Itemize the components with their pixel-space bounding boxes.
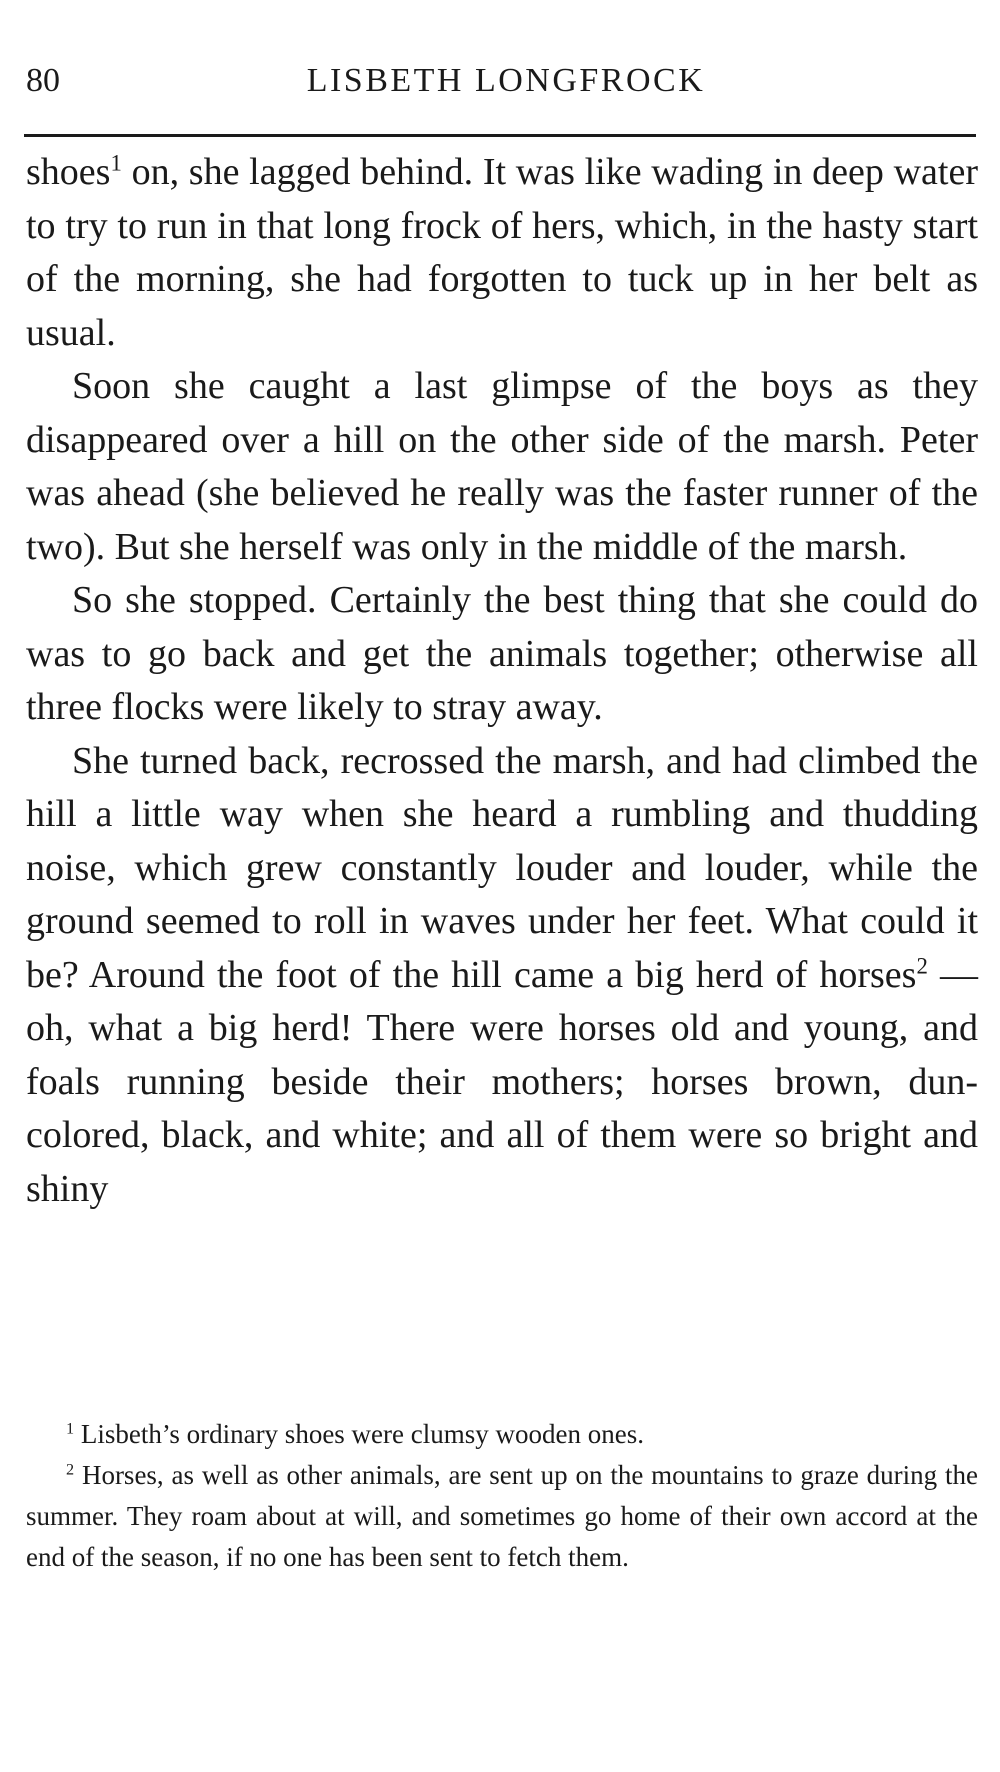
paragraph-1-rest: on, she lagged behind. It was like wading in deep water to try to run in that long frock of hers, which, in the hasty start of the morning, she had forgotten to tuck up in her belt as usual. — [26, 151, 978, 354]
body-text — [26, 146, 978, 1216]
footnote-mark-1: 1 — [110, 150, 122, 176]
page-number: 80 — [26, 62, 60, 99]
footnote-2 — [26, 1455, 978, 1578]
footnote-mark-2: 2 — [916, 952, 928, 978]
paragraph-2: Soon she caught a last glimpse of the boys as they disappeared over a hill on the other side of the marsh. Peter was ahead (she believed he really was the faster runner of the two). But she herself was only in the middle of the marsh. — [26, 365, 978, 568]
paragraph-4 — [26, 735, 978, 1217]
footnote-1 — [26, 1414, 978, 1455]
footnote-1-text: Lisbeth’s ordinary shoes were clumsy wooden ones. — [74, 1419, 644, 1449]
footnote-2-text: Horses, as well as other animals, are sent up on the mountains to graze during the summer. They roam about at will, and sometimes go home of their own accord at the end of the season, if no one has been sent to fetch them. — [26, 1460, 978, 1572]
paragraph-1 — [26, 146, 978, 360]
page-header — [26, 62, 976, 108]
footnote-1-mark: 1 — [66, 1419, 75, 1438]
paragraph-1-start: shoes — [26, 151, 111, 193]
paragraph-4-rest: — oh, what a big herd! There were horses old and young, and foals running beside their mothers; horses brown, dun-colored, black, and white; and all of them were so bright and shiny — [26, 953, 978, 1210]
paragraph-4-start: She turned back, recrossed the marsh, and had climbed the hill a little way when she heard a rumbling and thudding noise, which grew constantly louder and louder, while the ground seemed to roll in waves under her feet. What could it be? Around the foot of the hill came a big herd of horses — [26, 739, 978, 996]
footnotes — [26, 1414, 978, 1578]
header-rule — [24, 134, 976, 137]
running-head: LISBETH LONGFROCK — [306, 62, 706, 99]
paragraph-3: So she stopped. Certainly the best thing that she could do was to go back and get the animals together; otherwise all three flocks were likely to stray away. — [26, 579, 978, 728]
footnote-2-mark: 2 — [66, 1460, 75, 1479]
